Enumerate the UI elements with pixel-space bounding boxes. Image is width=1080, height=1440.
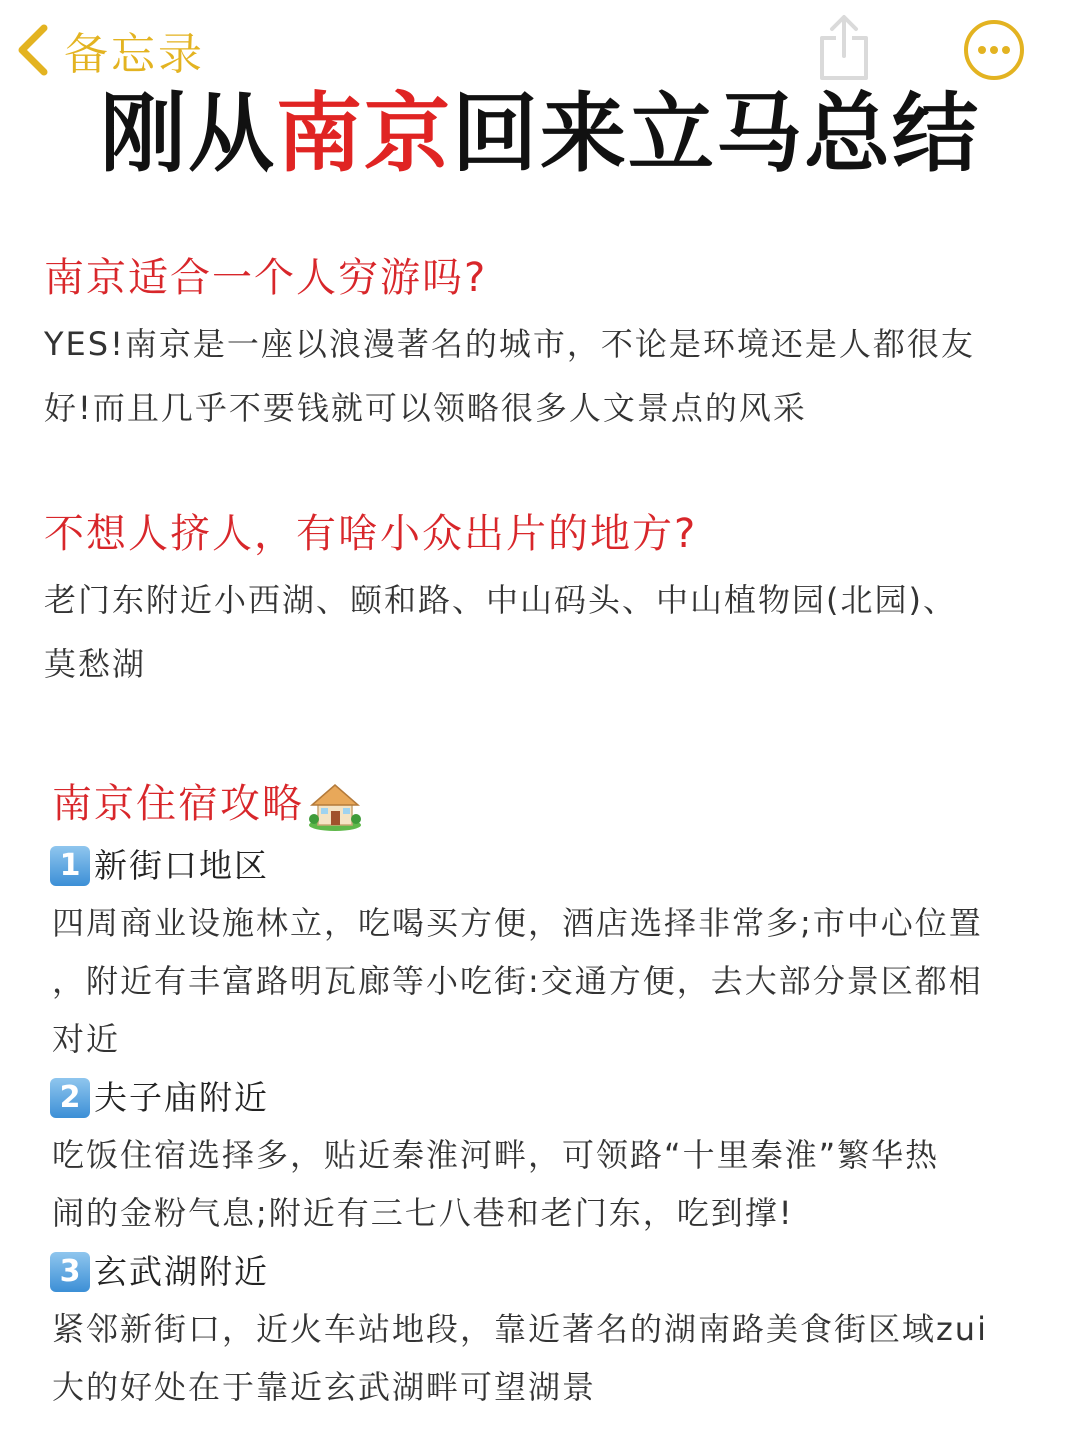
- lodging-item-2-description: [52, 1126, 939, 1242]
- page-title: [0, 84, 1080, 184]
- paragraph-line: 四周商业设施林立，吃喝买方便，酒店选择非常多;市中心位置: [52, 904, 983, 942]
- lodging-item-1-description: [52, 894, 983, 1068]
- title-part1: 刚从: [100, 84, 276, 184]
- lodging-heading-text: 南京住宿攻略: [52, 781, 304, 827]
- paragraph-line: YES!南京是一座以浪漫著名的城市，不论是环境还是人都很友: [44, 325, 975, 363]
- lodging-item-3-description: [52, 1300, 988, 1416]
- lodging-item-2-title: [50, 1074, 269, 1122]
- house-icon: [308, 781, 362, 831]
- lodging-item-title: 新街口地区: [94, 846, 269, 885]
- paragraph-line: 对近: [52, 1020, 121, 1058]
- chevron-left-icon: [14, 22, 50, 78]
- back-button[interactable]: [14, 18, 205, 82]
- lodging-item-1-title: [50, 842, 269, 890]
- title-highlight: 南京: [276, 84, 452, 184]
- paragraph-line: 莫愁湖: [44, 645, 147, 683]
- lodging-item-title: 玄武湖附近: [94, 1252, 269, 1291]
- number-1-icon: 1: [50, 846, 90, 886]
- share-icon[interactable]: [814, 12, 874, 84]
- paragraph-line: 老门东附近小西湖、颐和路、中山码头、中山植物园(北园)、: [44, 581, 957, 619]
- section-heading-budget-travel: 南京适合一个人穷游吗?: [44, 255, 488, 301]
- top-bar: [0, 0, 1080, 90]
- number-2-icon: 2: [50, 1078, 90, 1118]
- paragraph-line: 大的好处在于靠近玄武湖畔可望湖景: [52, 1368, 597, 1406]
- paragraph-line: 吃饭住宿选择多，贴近秦淮河畔，可领路“十里秦淮”繁华热: [52, 1136, 940, 1174]
- section-paragraph-budget-travel: [44, 312, 975, 440]
- section-paragraph-hidden-spots: [44, 568, 957, 696]
- lodging-item-3-title: [50, 1248, 269, 1296]
- number-3-icon: 3: [50, 1252, 90, 1292]
- more-options-icon[interactable]: [962, 18, 1026, 82]
- paragraph-line: ，附近有丰富路明瓦廊等小吃街:交通方便，去大部分景区都相: [52, 962, 983, 1000]
- paragraph-line: 闹的金粉气息;附近有三七八巷和老门东，吃到撑!: [52, 1194, 794, 1232]
- paragraph-line: 紧邻新街口，近火车站地段，靠近著名的湖南路美食街区域zui: [52, 1310, 988, 1348]
- title-part2: 回来立马总结: [452, 84, 980, 184]
- paragraph-line: 好!而且几乎不要钱就可以领略很多人文景点的风采: [44, 389, 807, 427]
- section-heading-hidden-spots: 不想人挤人，有啥小众出片的地方?: [44, 511, 698, 557]
- back-label: 备忘录: [64, 29, 205, 80]
- lodging-item-title: 夫子庙附近: [94, 1078, 269, 1117]
- section-heading-lodging: [52, 778, 362, 831]
